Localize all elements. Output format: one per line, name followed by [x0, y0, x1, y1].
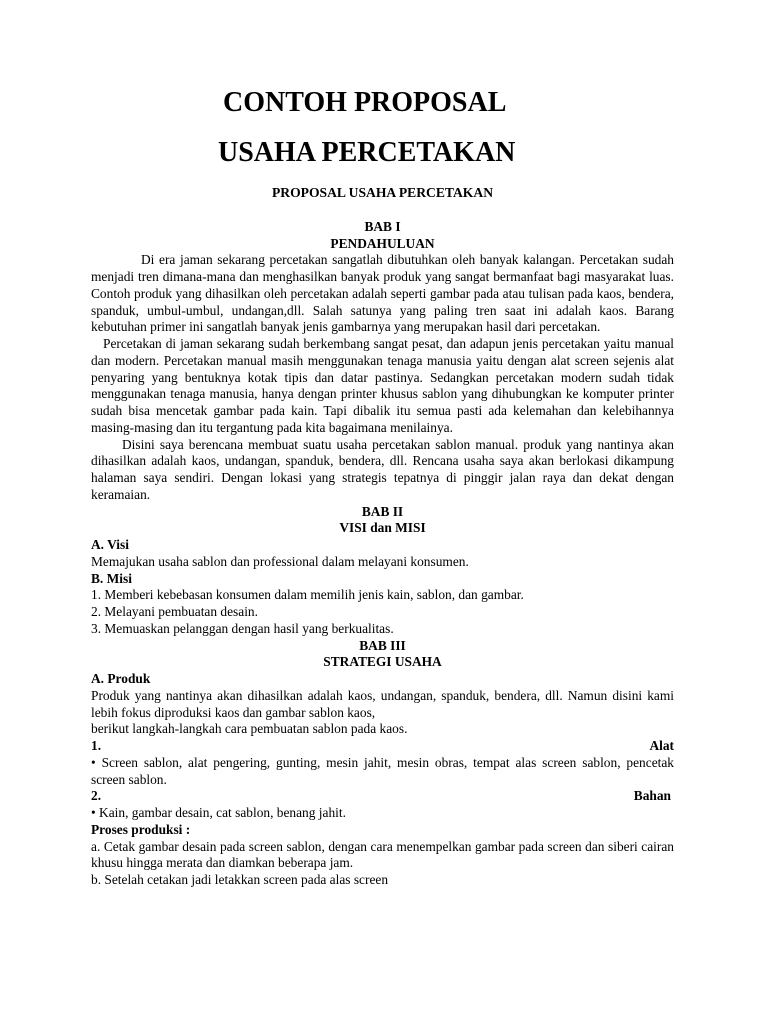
bab2-heading: BAB II	[361, 503, 404, 519]
bab2-title: VISI dan MISI	[339, 520, 426, 536]
alat-text: • Screen sablon, alat pengering, gunting, mesin jahit, mesin obras, tempat alas screen sablon, pencetak screen sablon.	[91, 754, 674, 787]
misi-label: B. Misi	[91, 570, 132, 586]
proses-label: Proses produksi :	[91, 821, 191, 837]
bab3-title: STRATEGI USAHA	[323, 654, 442, 670]
visi-text: Memajukan usaha sablon dan professional dalam melayani konsumen.	[91, 553, 469, 569]
bab1-paragraph-2: Percetakan di jaman sekarang sudah berkembang sangat pesat, dan adapun jenis percetakan yaitu manual dan modern. Percetakan manual masih menggunakan tenaga manusia yaitu dengan alat screen sejenis alat penyaring yang bentuknya kotak tipis dan datar pastinya. Sedangkan percetakan modern sudah tidak menggunakan tenaga manusia, hanya dengan printer khusus sablon yang dihubungkan ke komputer printer sudah bisa mencetak gambar pada kain. Tapi dibalik itu semua pasti ada kelemahan dan kelebihannya masing-masing dan itu tergantung pada kita bagaimana menilainya.	[91, 336, 674, 435]
alat-number: 1.	[91, 738, 102, 753]
produk-label: A. Produk	[91, 671, 151, 686]
bahan-number: 2.	[91, 788, 102, 804]
bab1-heading: BAB I	[364, 218, 401, 234]
misi-item-3: 3. Memuaskan pelanggan dengan hasil yang berkualitas.	[91, 620, 394, 636]
proses-step-b: b. Setelah cetakan jadi letakkan screen pada alas screen	[91, 872, 389, 887]
alat-heading-row	[91, 738, 674, 755]
bab3-heading: BAB III	[359, 637, 406, 653]
misi-item-1: 1. Memberi kebebasan konsumen dalam memilih jenis kain, sablon, dan gambar.	[91, 587, 524, 603]
bab1-paragraph-1: Di era jaman sekarang percetakan sangatlah dibutuhkan oleh banyak kalangan. Percetakan sudah menjadi tren dimana-mana dan menghasilkan banyak produk yang sangat bermanfaat bagi masyarakat luas. Contoh produk yang dihasilkan oleh percetakan adalah seperti gambar pada atau tulisan pada kaos, bendera, spanduk, umbul-umbul, undangan,dll. Salah satunya yang paling tren saat ini adalah kaos. Barang kebutuhan primer ini sangatlah banyak jenis gambarnya yang merupakan hasil dari percetakan.	[91, 252, 674, 335]
bahan-text: • Kain, gambar desain, cat sablon, benang jahit.	[91, 805, 346, 820]
misi-item-2: 2. Melayani pembuatan desain.	[91, 604, 258, 619]
bahan-label: Bahan	[633, 788, 671, 804]
bab1-title: PENDAHULUAN	[330, 235, 435, 251]
bahan-heading-row	[91, 788, 674, 805]
produk-text-1: Produk yang nantinya akan dihasilkan adalah kaos, undangan, spanduk, bendera, dll. Namun disini kami lebih fokus diproduksi kaos dan gambar sablon kaos,	[91, 687, 674, 720]
document-body	[91, 86, 674, 889]
produk-text-2: berikut langkah-langkah cara pembuatan sablon pada kaos.	[91, 721, 408, 737]
proses-step-a: a. Cetak gambar desain pada screen sablon, dengan cara menempelkan gambar pada screen dan siberi cairan khusu hingga merata dan diamkan beberapa jam.	[91, 838, 674, 871]
title-line-2: USAHA PERCETAKAN	[218, 137, 516, 168]
alat-label: Alat	[649, 738, 674, 753]
bab1-paragraph-3: Disini saya berencana membuat suatu usaha percetakan sablon manual. produk yang nantinya akan dihasilkan adalah kaos, undangan, spanduk, bendera, dll. Rencana usaha saya akan berlokasi dikampung halaman saya sendiri. Dengan lokasi yang strategis tepatnya di pinggir jalan raya dan dekat dengan keramaian.	[91, 436, 674, 502]
subtitle: PROPOSAL USAHA PERCETAKAN	[271, 185, 494, 200]
title-line-1: CONTOH PROPOSAL	[223, 87, 507, 118]
visi-label: A. Visi	[91, 537, 129, 552]
